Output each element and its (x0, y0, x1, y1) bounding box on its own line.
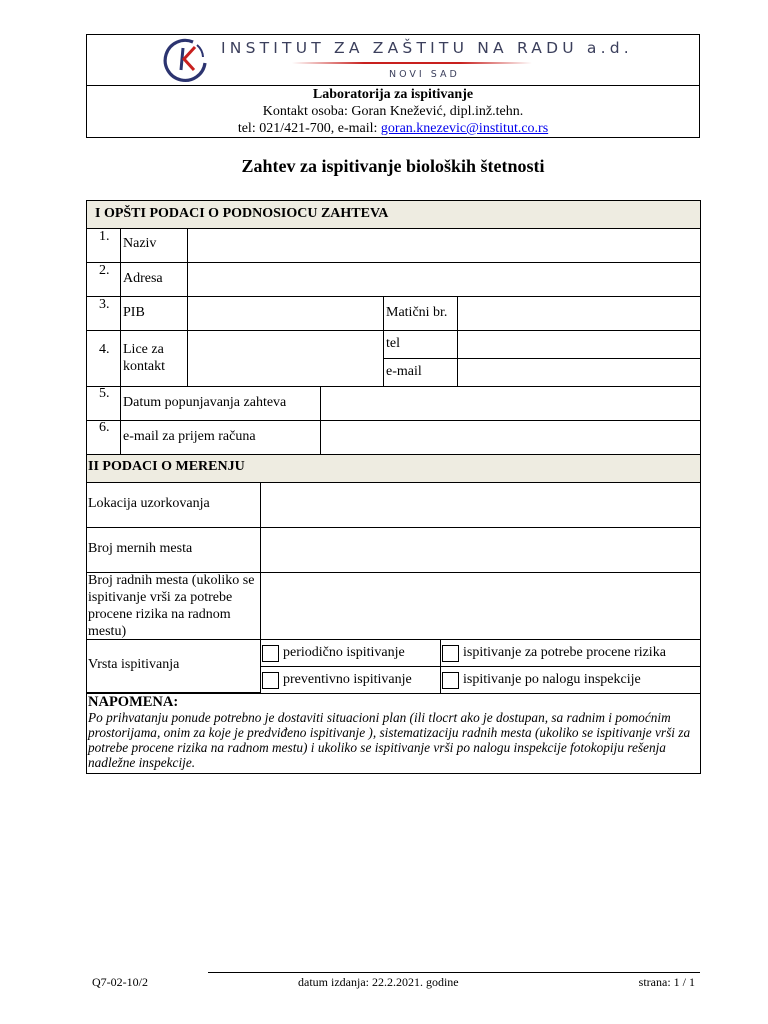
location-field[interactable] (260, 482, 701, 528)
contact-person-label: Lice za kontakt (123, 342, 165, 374)
issue-date: datum izdanja: 22.2.2021. godine (298, 975, 459, 989)
logo-row (87, 35, 699, 86)
inspection-checkbox[interactable] (442, 672, 459, 689)
periodic-label: periodično ispitivanje (283, 645, 405, 660)
location-label: Lokacija uzorkovanja (88, 496, 210, 511)
preventive-label: preventivno ispitivanje (283, 672, 412, 687)
row1-num: 1. (99, 229, 110, 244)
footer-divider (208, 972, 700, 973)
section1-heading: I OPŠTI PODACI O PODNOSIOCU ZAHTEVA (95, 206, 389, 221)
risk-assessment-checkbox[interactable] (442, 645, 459, 662)
pib-label: PIB (123, 305, 145, 320)
pib-field[interactable] (187, 296, 384, 331)
invoice-email-field[interactable] (320, 420, 701, 455)
row2-num: 2. (99, 263, 110, 278)
email-field[interactable] (457, 358, 701, 387)
date-label: Datum popunjavanja zahteva (123, 395, 287, 410)
tel-label: tel (386, 336, 400, 351)
phone-text: tel: 021/421-700, e-mail: (237, 121, 381, 136)
row3-num: 3. (99, 297, 110, 312)
tel-field[interactable] (457, 330, 701, 359)
row4-num-cell (86, 330, 121, 387)
logo-red-line (292, 62, 532, 64)
page-number: strana: 1 / 1 (638, 975, 695, 989)
contact-person: Kontakt osoba: Goran Knežević, dipl.inž.tehn. (262, 104, 524, 119)
letterhead (86, 34, 700, 138)
naziv-field[interactable] (187, 228, 701, 263)
document-title: Zahtev za ispitivanje bioloških štetnosti (241, 156, 545, 176)
contact-person-field[interactable] (187, 330, 384, 387)
workplaces-label: Broj radnih mesta (ukoliko se ispitivanje vrši za potrebe procene rizika na radnom mestu) (88, 573, 255, 639)
email-link[interactable]: goran.knezevic@institut.co.rs (380, 121, 549, 136)
preventive-checkbox[interactable] (262, 672, 279, 689)
institute-name: INSTITUT ZA ZAŠTITU NA RADU a.d. (221, 39, 633, 57)
row5-num: 5. (99, 386, 110, 401)
measuring-points-field[interactable] (260, 527, 701, 573)
contact-line (87, 120, 699, 137)
workplaces-field[interactable] (260, 572, 701, 640)
row4-num: 4. (99, 342, 110, 357)
test-type-label: Vrsta ispitivanja (88, 657, 180, 672)
invoice-email-label: e-mail za prijem računa (123, 429, 256, 444)
note-text: Po prihvatanju ponude potrebno je dostaviti situacioni plan (ili tlocrt ako je dostupan, sa radnim i pomoćnim prostorijama, onim za koje je predviđeno ispitivanje ), sistematizaciju radnih mesta (ukoliko se ispitivanje vrši za potrebe procene rizika na radnom mestu) i ukoliko se ispitivanje vrši po nalogu inspekcije fotokopiju rešenja nadležne inspekcije. (88, 710, 691, 770)
periodic-checkbox[interactable] (262, 645, 279, 662)
adresa-label: Adresa (123, 271, 163, 286)
note-heading: NAPOMENA: (88, 694, 179, 710)
institute-city: NOVI SAD (389, 69, 460, 80)
measuring-points-label: Broj mernih mesta (88, 541, 193, 556)
email-label: e-mail (386, 364, 422, 379)
risk-assessment-label: ispitivanje za potrebe procene rizika (463, 645, 666, 660)
contact-block (87, 86, 699, 137)
section2-heading: II PODACI O MERENJU (88, 459, 245, 474)
document-code: Q7-02-10/2 (92, 975, 148, 989)
adresa-field[interactable] (187, 262, 701, 297)
maticni-field[interactable] (457, 296, 701, 331)
lab-name: Laboratorija za ispitivanje (312, 87, 474, 102)
date-field[interactable] (320, 386, 701, 421)
row6-num: 6. (99, 420, 110, 435)
inspection-label: ispitivanje po nalogu inspekcije (463, 672, 641, 687)
naziv-label: Naziv (123, 236, 157, 251)
institute-logo-icon (157, 37, 215, 83)
maticni-label: Matični br. (386, 305, 448, 320)
